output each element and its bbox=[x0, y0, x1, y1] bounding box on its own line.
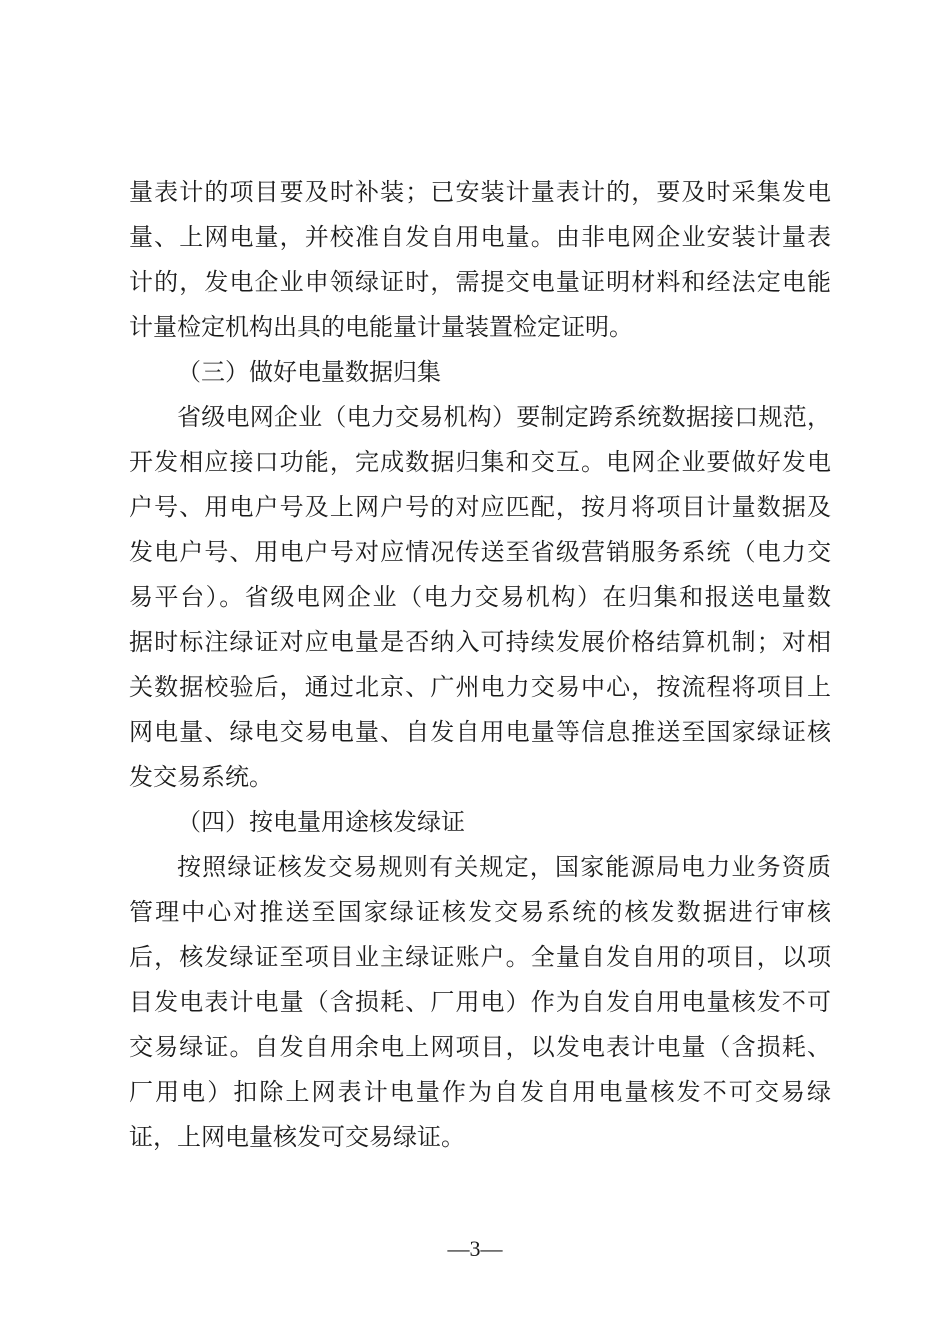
paragraph-line: 管理中心对推送至国家绿证核发交易系统的核发数据进行审核 bbox=[129, 898, 831, 926]
paragraph-line: 据时标注绿证对应电量是否纳入可持续发展价格结算机制；对相 bbox=[129, 628, 831, 656]
paragraph-line: 计的，发电企业申领绿证时，需提交电量证明材料和经法定电能 bbox=[129, 268, 831, 296]
paragraph-line: 计量检定机构出具的电能量计量装置检定证明。 bbox=[129, 313, 633, 341]
paragraph-line: 厂用电）扣除上网表计电量作为自发自用电量核发不可交易绿 bbox=[129, 1078, 831, 1106]
paragraph-line: 关数据校验后，通过北京、广州电力交易中心，按流程将项目上 bbox=[129, 673, 831, 701]
paragraph-line: 发电户号、用电户号对应情况传送至省级营销服务系统（电力交 bbox=[129, 538, 831, 566]
paragraph-line: 省级电网企业（电力交易机构）要制定跨系统数据接口规范， bbox=[177, 403, 831, 431]
document-body bbox=[129, 170, 831, 1160]
paragraph-line: 易平台）。省级电网企业（电力交易机构）在归集和报送电量数 bbox=[129, 583, 831, 611]
paragraph-line: 量、上网电量，并校准自发自用电量。由非电网企业安装计量表 bbox=[129, 223, 831, 251]
paragraph-line: 后，核发绿证至项目业主绿证账户。全量自发自用的项目，以项 bbox=[129, 943, 831, 971]
paragraph-line: 证，上网电量核发可交易绿证。 bbox=[129, 1123, 465, 1151]
section-heading-3: （三）做好电量数据归集 bbox=[177, 358, 441, 386]
paragraph-line: 按照绿证核发交易规则有关规定，国家能源局电力业务资质 bbox=[177, 853, 831, 881]
paragraph-line: 开发相应接口功能，完成数据归集和交互。电网企业要做好发电 bbox=[129, 448, 831, 476]
section-heading-4: （四）按电量用途核发绿证 bbox=[177, 808, 465, 836]
page-number: —3— bbox=[447, 1236, 503, 1261]
paragraph-line: 发交易系统。 bbox=[129, 763, 273, 791]
paragraph-line: 量表计的项目要及时补装；已安装计量表计的，要及时采集发电 bbox=[129, 178, 831, 206]
paragraph-line: 交易绿证。自发自用余电上网项目，以发电表计电量（含损耗、 bbox=[129, 1033, 831, 1061]
paragraph-line: 网电量、绿电交易电量、自发自用电量等信息推送至国家绿证核 bbox=[129, 718, 831, 746]
paragraph-line: 户号、用电户号及上网户号的对应匹配，按月将项目计量数据及 bbox=[129, 493, 831, 521]
paragraph-line: 目发电表计电量（含损耗、厂用电）作为自发自用电量核发不可 bbox=[129, 988, 831, 1016]
